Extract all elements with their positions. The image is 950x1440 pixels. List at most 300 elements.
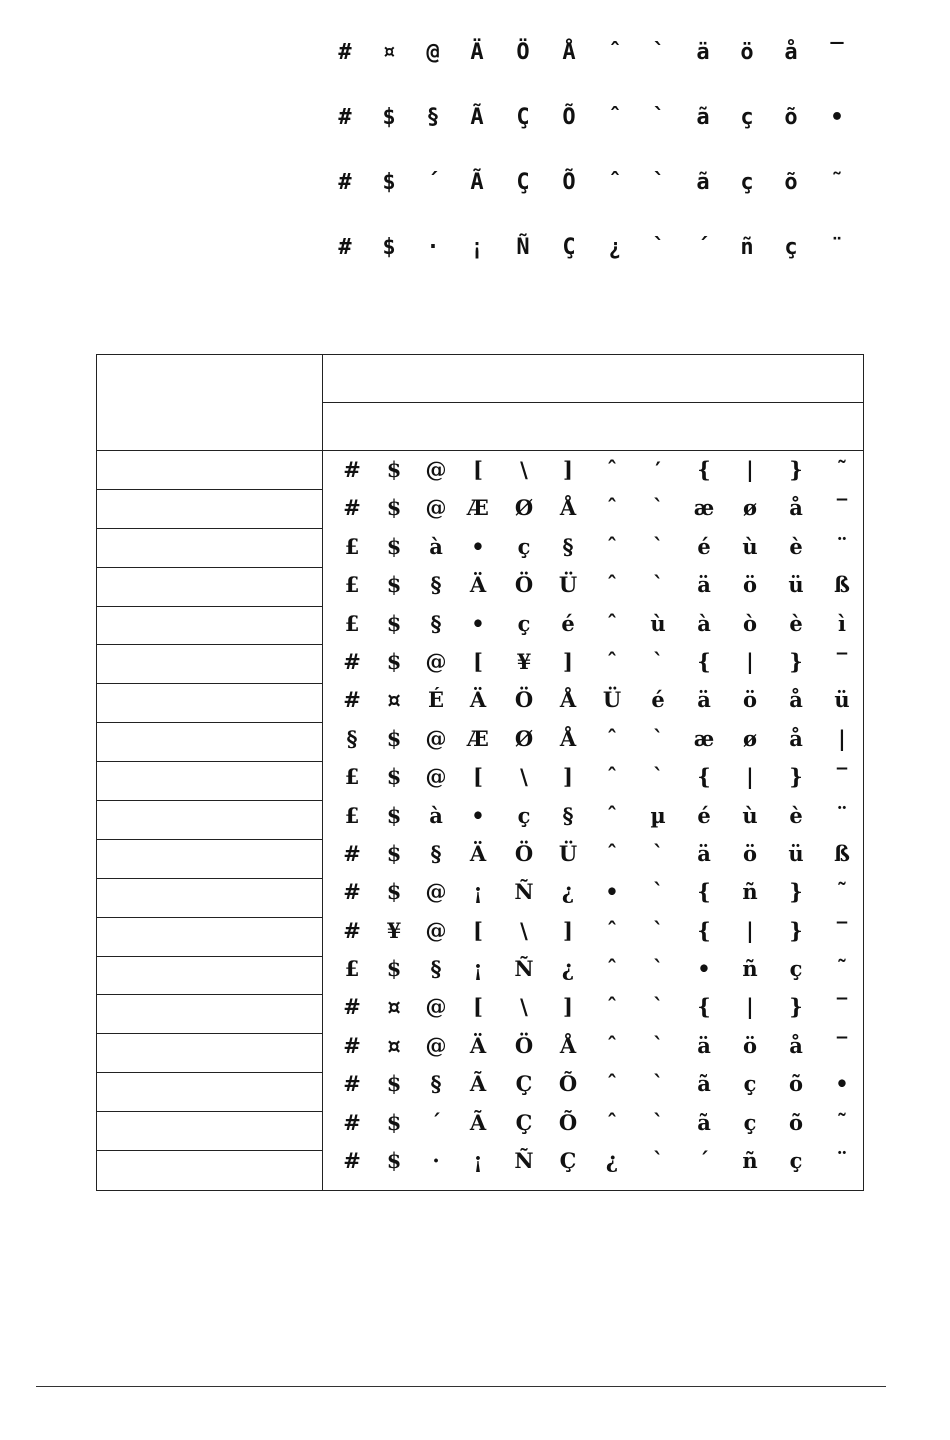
character-glyph: ‾ (830, 40, 844, 65)
character-glyph: ] (563, 648, 573, 674)
character-glyph: Ç (559, 1148, 577, 1174)
label-cell (97, 1112, 322, 1151)
character-glyph: ¤ (387, 1032, 401, 1058)
character-glyph: { (697, 879, 711, 905)
character-glyph: ‾ (836, 917, 848, 943)
character-glyph: ¤ (382, 40, 396, 65)
character-glyph: # (343, 495, 361, 521)
table-row (323, 720, 863, 758)
character-glyph: ä (697, 687, 711, 713)
character-glyph: ˆ (606, 572, 618, 598)
character-glyph: | (746, 917, 754, 943)
character-glyph: ] (563, 994, 573, 1020)
table-row (323, 1065, 863, 1103)
character-glyph: é (697, 802, 711, 828)
character-glyph: # (343, 994, 361, 1020)
character-glyph: ü (788, 840, 804, 866)
character-glyph: ¥ (516, 648, 532, 674)
character-glyph: # (343, 648, 361, 674)
table-header-row-1 (323, 355, 863, 403)
character-glyph: ü (788, 572, 804, 598)
character-glyph: Ä (469, 687, 487, 713)
character-glyph: ¥ (386, 917, 402, 943)
character-glyph: ` (652, 495, 664, 521)
character-glyph: ˆ (606, 1071, 618, 1097)
character-glyph: é (697, 533, 711, 559)
character-glyph: É (427, 687, 444, 713)
character-glyph: # (343, 1032, 361, 1058)
character-glyph: Ã (469, 1071, 487, 1097)
character-glyph: ù (650, 610, 666, 636)
label-cell (97, 995, 322, 1034)
character-glyph: $ (386, 956, 402, 982)
character-glyph: ã (697, 1071, 711, 1097)
character-glyph: • (830, 105, 844, 130)
character-glyph: Õ (558, 1071, 578, 1097)
character-glyph: ˜ (836, 457, 848, 482)
character-glyph: ′ (655, 457, 661, 482)
character-glyph: ˜ (836, 956, 848, 982)
character-glyph: $ (386, 879, 402, 905)
character-glyph: § (430, 572, 442, 598)
character-glyph: ø (742, 495, 757, 521)
label-cell (97, 451, 322, 490)
footer-rule (36, 1386, 886, 1387)
label-cell (97, 529, 322, 568)
character-glyph: } (789, 457, 803, 482)
character-glyph: § (430, 1071, 442, 1097)
table-row (323, 797, 863, 835)
character-glyph: è (789, 533, 803, 559)
label-cell (97, 490, 322, 529)
character-glyph: ¨ (836, 1148, 848, 1174)
character-glyph: Õ (562, 170, 576, 195)
character-glyph: ã (696, 170, 710, 195)
label-cell (97, 879, 322, 918)
character-glyph: à (429, 533, 443, 559)
character-glyph: ` (652, 1148, 664, 1174)
character-glyph: Ö (514, 572, 534, 598)
character-glyph: @ (425, 1032, 447, 1058)
character-glyph: @ (425, 457, 447, 482)
character-glyph: ß (834, 572, 850, 598)
character-glyph: @ (425, 764, 447, 790)
character-glyph: # (343, 1148, 361, 1174)
character-glyph: õ (788, 1071, 803, 1097)
character-glyph: Ç (515, 1109, 533, 1135)
character-glyph: ç (743, 1071, 757, 1097)
character-glyph: ¡ (473, 956, 483, 982)
character-glyph: ` (652, 170, 666, 195)
top-row (322, 225, 862, 290)
character-glyph: [ (473, 457, 483, 482)
character-glyph: \ (520, 764, 528, 790)
character-glyph: Ñ (514, 956, 534, 982)
character-glyph: $ (386, 610, 402, 636)
character-glyph: ç (789, 1148, 803, 1174)
character-glyph: Ö (516, 40, 530, 65)
character-glyph: ö (742, 840, 757, 866)
character-glyph: { (697, 917, 711, 943)
character-glyph: ´ (430, 1109, 442, 1135)
top-character-block (322, 30, 862, 290)
character-glyph: $ (382, 235, 396, 260)
character-glyph: ` (652, 840, 664, 866)
character-glyph: æ (693, 495, 715, 521)
character-glyph: Õ (562, 105, 576, 130)
character-glyph: Ö (514, 687, 534, 713)
character-glyph: [ (473, 994, 483, 1020)
character-glyph: ˆ (606, 956, 618, 982)
character-glyph: ˜ (830, 170, 844, 195)
character-glyph: ñ (742, 956, 758, 982)
label-cell (97, 1073, 322, 1112)
character-glyph: | (746, 457, 754, 482)
character-glyph: Ç (562, 235, 576, 260)
label-cell (97, 840, 322, 879)
top-row (322, 30, 862, 95)
character-glyph: # (338, 235, 352, 260)
table-row (323, 605, 863, 643)
character-glyph: Ä (469, 840, 487, 866)
character-glyph: Õ (558, 1109, 578, 1135)
character-glyph: | (746, 648, 754, 674)
table-row (323, 681, 863, 719)
character-glyph: { (697, 994, 711, 1020)
character-glyph: Å (559, 1032, 577, 1058)
character-glyph: ¨ (836, 802, 848, 828)
character-glyph: ¨ (836, 533, 848, 559)
character-glyph: Ñ (514, 1148, 534, 1174)
character-glyph: ˆ (606, 533, 618, 559)
character-glyph: Ü (558, 572, 578, 598)
character-glyph: ¤ (387, 994, 401, 1020)
label-cell (97, 801, 322, 840)
character-glyph: $ (386, 572, 402, 598)
character-glyph: Ä (470, 40, 484, 65)
character-glyph: # (343, 917, 361, 943)
table-row (323, 528, 863, 566)
character-glyph: ˆ (606, 457, 618, 482)
character-glyph: à (429, 802, 443, 828)
character-glyph: ˆ (606, 1109, 618, 1135)
character-glyph: ç (789, 956, 803, 982)
character-glyph: # (343, 840, 361, 866)
character-grid (323, 451, 863, 1190)
character-glyph: £ (344, 802, 360, 828)
table-row (323, 1104, 863, 1142)
table-row (323, 873, 863, 911)
table-row (323, 835, 863, 873)
character-glyph: ˜ (836, 1109, 848, 1135)
label-cell (97, 684, 322, 723)
character-glyph: Ç (516, 105, 530, 130)
character-glyph: ‾ (836, 994, 848, 1020)
character-glyph: ˆ (608, 170, 622, 195)
character-glyph: } (789, 764, 803, 790)
character-glyph: ¨ (830, 235, 844, 260)
character-glyph: Ø (514, 725, 534, 751)
character-glyph: [ (473, 917, 483, 943)
character-glyph: $ (386, 802, 402, 828)
character-glyph: ¿ (608, 235, 622, 260)
character-glyph: ñ (740, 235, 754, 260)
character-glyph: ` (652, 725, 664, 751)
label-cell (97, 957, 322, 996)
character-glyph: ã (697, 1109, 711, 1135)
character-glyph: õ (784, 105, 798, 130)
character-glyph: } (789, 994, 803, 1020)
character-glyph: • (471, 610, 485, 636)
character-glyph: £ (344, 572, 360, 598)
character-glyph: · (432, 1148, 440, 1174)
label-cell (97, 645, 322, 684)
character-glyph: $ (386, 1109, 402, 1135)
table-header (323, 355, 863, 451)
character-glyph: § (562, 533, 574, 559)
character-glyph: \ (520, 457, 528, 482)
top-row (322, 95, 862, 160)
label-column (97, 355, 323, 1190)
character-glyph: Ü (558, 840, 578, 866)
character-glyph: ` (652, 235, 666, 260)
character-glyph: ç (743, 1109, 757, 1135)
character-glyph: @ (425, 879, 447, 905)
character-glyph: $ (386, 533, 402, 559)
character-glyph: ì (838, 610, 846, 636)
table-row (323, 912, 863, 950)
character-glyph: • (471, 802, 485, 828)
character-glyph: $ (386, 648, 402, 674)
character-glyph: Ü (602, 687, 622, 713)
character-glyph: ˆ (606, 495, 618, 521)
character-glyph: ˆ (606, 1032, 618, 1058)
character-glyph: ` (652, 648, 664, 674)
character-glyph: ` (652, 105, 666, 130)
character-glyph: ö (742, 572, 757, 598)
character-glyph: ˆ (606, 764, 618, 790)
character-glyph: ` (652, 533, 664, 559)
character-glyph: ` (652, 994, 664, 1020)
character-glyph: ˜ (836, 879, 848, 905)
character-glyph: ¿ (605, 1148, 619, 1174)
character-glyph: ` (652, 40, 666, 65)
character-glyph: ù (742, 802, 758, 828)
character-glyph: @ (426, 40, 440, 65)
character-glyph: å (789, 1032, 803, 1058)
character-glyph: $ (382, 105, 396, 130)
label-cell (97, 723, 322, 762)
character-glyph: Ç (515, 1071, 533, 1097)
character-glyph: £ (344, 610, 360, 636)
character-glyph: ç (784, 235, 798, 260)
character-glyph: è (789, 802, 803, 828)
character-glyph: ù (742, 533, 758, 559)
character-glyph: ã (696, 105, 710, 130)
character-glyph: ¿ (561, 956, 575, 982)
character-glyph: ü (834, 687, 850, 713)
label-cell (97, 1151, 322, 1190)
table-row (323, 566, 863, 604)
character-glyph: Ã (470, 105, 484, 130)
character-glyph: • (697, 956, 711, 982)
character-glyph: ] (563, 457, 573, 482)
character-glyph: ¤ (387, 687, 401, 713)
character-glyph: { (697, 764, 711, 790)
label-cell (97, 918, 322, 957)
character-glyph: $ (382, 170, 396, 195)
character-glyph: £ (344, 764, 360, 790)
character-glyph: ç (517, 802, 531, 828)
character-glyph: ç (517, 533, 531, 559)
character-glyph: Æ (467, 495, 489, 521)
character-glyph: · (426, 235, 440, 260)
character-glyph: ä (697, 840, 711, 866)
character-glyph: ö (742, 687, 757, 713)
character-glyph: ˆ (606, 802, 618, 828)
character-glyph: å (789, 495, 803, 521)
character-glyph: ˆ (606, 610, 618, 636)
character-glyph: Ç (516, 170, 530, 195)
character-glyph: ˆ (606, 648, 618, 674)
table-row (323, 489, 863, 527)
table-row (323, 1142, 863, 1180)
character-glyph: [ (473, 764, 483, 790)
character-glyph: ] (563, 764, 573, 790)
character-glyph: ‾ (836, 648, 848, 674)
character-glyph: ‾ (836, 764, 848, 790)
character-glyph: @ (425, 495, 447, 521)
character-glyph: § (430, 610, 442, 636)
character-glyph: Ä (469, 572, 487, 598)
character-glyph: ¡ (473, 879, 483, 905)
character-glyph: Ã (470, 170, 484, 195)
character-glyph: \ (520, 917, 528, 943)
character-glyph: ñ (742, 1148, 758, 1174)
character-glyph: ä (697, 572, 711, 598)
character-glyph: ` (652, 956, 664, 982)
character-glyph: ñ (742, 879, 758, 905)
character-glyph: § (346, 725, 358, 751)
character-glyph: @ (425, 725, 447, 751)
character-glyph: ` (652, 917, 664, 943)
character-glyph: ö (740, 40, 754, 65)
table-row (323, 451, 863, 489)
character-glyph: é (561, 610, 575, 636)
character-glyph: æ (693, 725, 715, 751)
character-glyph: ç (740, 170, 754, 195)
character-glyph: § (430, 840, 442, 866)
character-glyph: } (789, 648, 803, 674)
character-glyph: • (471, 533, 485, 559)
character-glyph: § (430, 956, 442, 982)
character-glyph: # (343, 1071, 361, 1097)
character-glyph: # (343, 1109, 361, 1135)
character-glyph: § (426, 105, 440, 130)
character-glyph: ` (652, 764, 664, 790)
character-glyph: # (343, 687, 361, 713)
label-cell (97, 1034, 322, 1073)
character-glyph: ¡ (473, 1148, 483, 1174)
character-glyph: Ã (469, 1109, 487, 1135)
character-glyph: õ (784, 170, 798, 195)
top-row (322, 160, 862, 225)
character-glyph: @ (425, 917, 447, 943)
table-row (323, 643, 863, 681)
character-glyph: õ (788, 1109, 803, 1135)
label-cell (97, 762, 322, 801)
character-glyph: ö (742, 1032, 757, 1058)
character-glyph: µ (650, 802, 666, 828)
character-glyph: Å (559, 687, 577, 713)
label-header-cell (97, 355, 322, 451)
character-glyph: ´ (698, 1148, 710, 1174)
label-cell (97, 607, 322, 646)
character-glyph: • (605, 879, 619, 905)
character-glyph: ˆ (608, 105, 622, 130)
character-glyph: ` (652, 1109, 664, 1135)
character-glyph: $ (386, 1071, 402, 1097)
character-glyph: § (562, 802, 574, 828)
character-glyph: £ (344, 956, 360, 982)
character-glyph: Å (559, 725, 577, 751)
table-row (323, 1027, 863, 1065)
character-glyph: ˆ (606, 994, 618, 1020)
character-glyph: { (697, 457, 711, 482)
character-glyph: @ (425, 994, 447, 1020)
character-glyph: ä (697, 1032, 711, 1058)
character-glyph: { (697, 648, 711, 674)
character-glyph: ß (834, 840, 850, 866)
character-glyph: $ (386, 840, 402, 866)
character-glyph: è (789, 610, 803, 636)
character-glyph: [ (473, 648, 483, 674)
character-glyph: å (789, 687, 803, 713)
character-glyph: ‾ (836, 1032, 848, 1058)
character-glyph: ] (563, 917, 573, 943)
character-glyph: Ä (469, 1032, 487, 1058)
character-glyph: | (746, 764, 754, 790)
character-glyph: Ö (514, 1032, 534, 1058)
table-row (323, 950, 863, 988)
character-glyph: ç (740, 105, 754, 130)
character-glyph: \ (520, 994, 528, 1020)
table-header-row-2 (323, 403, 863, 451)
character-glyph: $ (386, 725, 402, 751)
character-glyph: ø (742, 725, 757, 751)
character-glyph: é (651, 687, 665, 713)
character-glyph: Æ (467, 725, 489, 751)
character-glyph: Ñ (514, 879, 534, 905)
character-glyph: } (789, 879, 803, 905)
character-glyph: £ (344, 533, 360, 559)
character-glyph: ` (652, 879, 664, 905)
character-glyph: | (746, 994, 754, 1020)
character-glyph: ˆ (608, 40, 622, 65)
character-glyph: å (789, 725, 803, 751)
character-glyph: ò (742, 610, 757, 636)
character-set-table (96, 354, 864, 1191)
label-cell (97, 568, 322, 607)
character-glyph: • (835, 1071, 849, 1097)
character-glyph: ‾ (836, 495, 848, 521)
character-glyph: Ö (514, 840, 534, 866)
character-glyph: Ñ (516, 235, 530, 260)
character-glyph: à (697, 610, 711, 636)
character-glyph: ç (517, 610, 531, 636)
character-glyph: $ (386, 495, 402, 521)
character-glyph: # (338, 40, 352, 65)
